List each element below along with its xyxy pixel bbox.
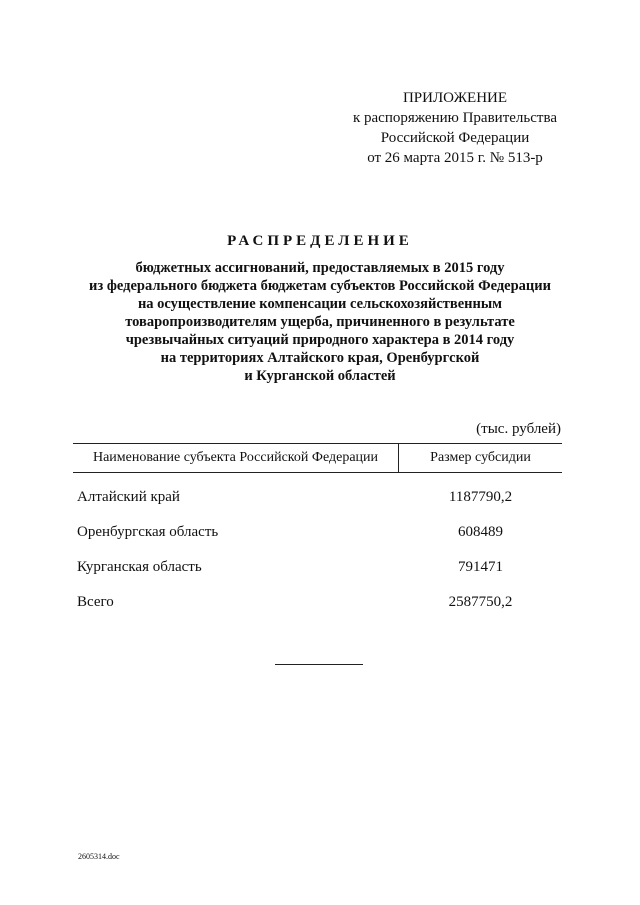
subtitle-line: и Курганской областей <box>244 368 396 384</box>
table-header <box>73 443 562 473</box>
subtitle-line: бюджетных ассигнований, предоставляемых в 2015 году <box>135 260 505 276</box>
subtitle-line: на территориях Алтайского края, Оренбургской <box>160 350 480 366</box>
total-value: 2587750,2 <box>448 594 513 610</box>
file-name-footer: 2605314.doc <box>78 852 120 861</box>
table-row <box>77 487 562 507</box>
table-row <box>77 522 562 542</box>
table-row <box>77 557 562 577</box>
appendix-heading: ПРИЛОЖЕНИЕ <box>402 90 508 106</box>
appendix-line: Российской Федерации <box>380 130 530 146</box>
subsidy-value: 608489 <box>458 524 503 540</box>
region-name: Оренбургская область <box>77 524 219 540</box>
column-header-region: Наименование субъекта Российской Федерации <box>73 444 399 472</box>
region-name: Курганская область <box>77 559 202 575</box>
total-label: Всего <box>77 594 114 610</box>
appendix-block <box>330 88 580 168</box>
region-name: Алтайский край <box>77 489 180 505</box>
subtitle-line: из федерального бюджета бюджетам субъектов Российской Федерации <box>89 278 551 294</box>
document-subtitle <box>0 259 640 385</box>
document-title: РАСПРЕДЕЛЕНИЕ <box>227 233 413 249</box>
units-note: (тыс. рублей) <box>476 421 561 437</box>
subtitle-line: товаропроизводителям ущерба, причиненного в результате <box>125 314 515 330</box>
end-divider <box>275 664 363 665</box>
appendix-date-number: от 26 марта 2015 г. № 513-р <box>367 150 543 166</box>
subtitle-line: чрезвычайных ситуаций природного характера в 2014 году <box>125 332 515 348</box>
subsidy-value: 1187790,2 <box>448 489 513 505</box>
column-header-subsidy: Размер субсидии <box>430 450 531 465</box>
subsidy-value: 791471 <box>458 559 503 575</box>
appendix-line: к распоряжению Правительства <box>352 110 557 126</box>
subtitle-line: на осуществление компенсации сельскохозяйственным <box>137 296 503 312</box>
total-row <box>77 592 562 612</box>
